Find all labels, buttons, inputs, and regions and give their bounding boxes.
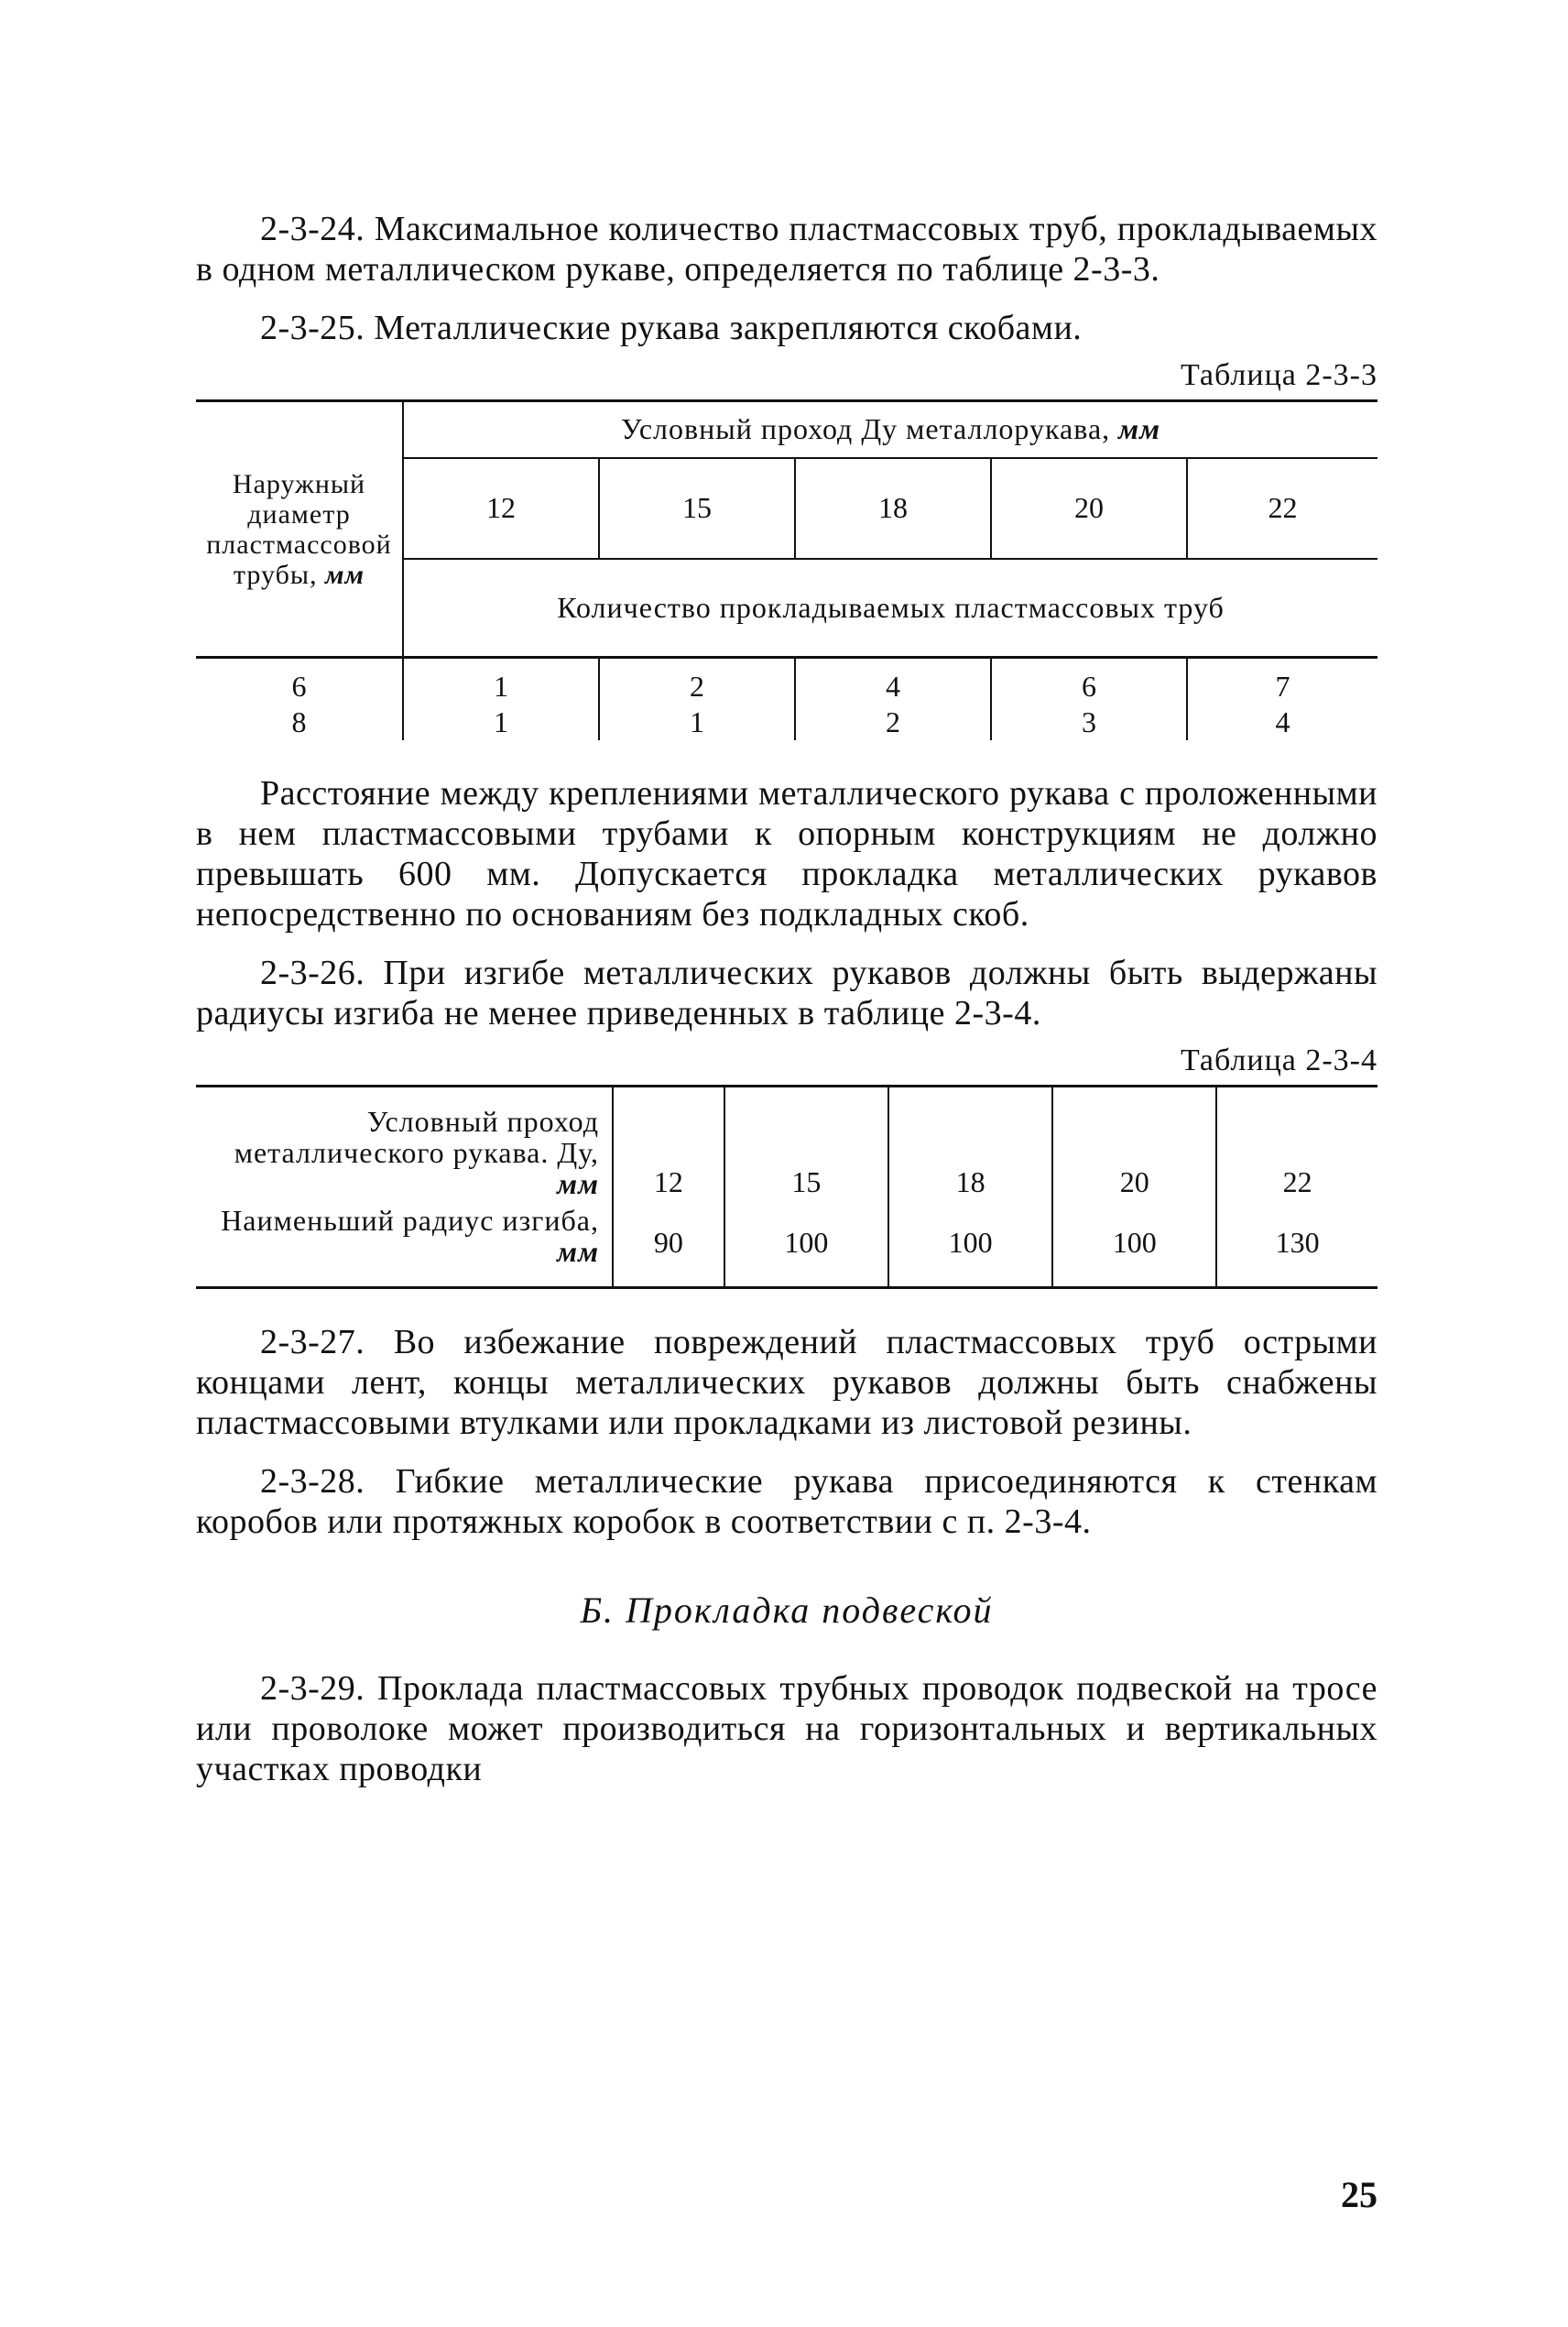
table2-cell: 18 <box>888 1087 1052 1200</box>
table1-group-header-unit: мм <box>1118 412 1160 446</box>
table2-cell: 100 <box>724 1199 888 1287</box>
paragraph-distance: Расстояние между креплениями металлического рукава с проложенными в нем пластмассовыми трубами к опорным конструкциям не должно превышать 600 мм. Допускается прокладка металлических рукавов непосредственно по основаниям без подкладных скоб. <box>196 774 1377 934</box>
table1-col-header: 15 <box>599 458 795 559</box>
table2-row1-unit: мм <box>557 1167 599 1200</box>
table1-row-header-unit: мм <box>325 559 365 590</box>
table1-col-header: 12 <box>403 458 599 559</box>
paragraph-2-3-29: 2-3-29. Проклада пластмассовых трубных проводок подвеской на тросе или проволоке может производиться на горизонтальных и вертикальных участках проводки <box>196 1668 1377 1788</box>
table2-cell: 20 <box>1052 1087 1216 1200</box>
table1-cell: 1 <box>599 704 795 740</box>
page-body <box>196 209 1377 1789</box>
table1-col-header: 22 <box>1187 458 1377 559</box>
table2-row2-text: Наименьший радиус изгиба, <box>221 1204 599 1238</box>
table2-row1-label <box>196 1087 613 1200</box>
section-heading: Б. Прокладка подвеской <box>580 1589 994 1631</box>
table2-row1-text: Условный проход металлического рукава. Ду, <box>234 1105 599 1169</box>
table2-cell: 130 <box>1216 1199 1377 1287</box>
table1-col-header: 18 <box>795 458 991 559</box>
table2-cell: 100 <box>1052 1199 1216 1287</box>
table-caption-2-3-3: Таблица 2-3-3 <box>1180 358 1377 392</box>
table1-cell: 1 <box>403 704 599 740</box>
table1-cell: 4 <box>1275 705 1290 738</box>
table1-cell: 1 <box>403 658 599 705</box>
paragraph-2-3-24: 2-3-24. Максимальное количество пластмассовых труб, прокладываемых в одном металлическом рукаве, определяется по таблице 2-3-3. <box>196 210 1377 289</box>
table1-group-header <box>403 401 1377 458</box>
table1-cell: 7 <box>1275 670 1290 703</box>
page-number: 25 <box>1341 2174 1377 2215</box>
paragraph-2-3-26: 2-3-26. При изгибе металлических рукавов должны быть выдержаны радиусы изгиба не менее приведенных в таблице 2-3-4. <box>196 954 1377 1032</box>
table2-cell: 12 <box>613 1087 724 1200</box>
table1-row-label: 6 <box>196 658 403 705</box>
table2-cell: 90 <box>613 1199 724 1287</box>
table2-cell: 22 <box>1216 1087 1377 1200</box>
table1-row-label: 8 <box>196 704 403 740</box>
table2-cell: 15 <box>724 1087 888 1200</box>
paragraph-2-3-28: 2-3-28. Гибкие металлические рукава присоединяются к стенкам коробов или протяжных коробок в соответствии с п. 2-3-4. <box>196 1461 1377 1541</box>
table1-cell: 2 <box>795 704 991 740</box>
table-2-3-4 <box>196 1085 1377 1289</box>
paragraph-2-3-25: 2-3-25. Металлические рукава закрепляются скобами. <box>260 309 1083 347</box>
table1-cell: 2 <box>599 658 795 705</box>
table1-cell: 6 <box>991 658 1187 705</box>
table1-row-header-text: Наружный диаметр пластмассовой трубы, <box>206 468 392 590</box>
table-2-3-3 <box>196 399 1377 740</box>
table2-row2-unit: мм <box>557 1235 599 1269</box>
table1-col-header: 20 <box>991 458 1187 559</box>
table1-group-header-text: Условный проход Ду металлорукава, <box>621 412 1111 446</box>
table2-cell: 100 <box>888 1199 1052 1287</box>
table1-sub-header: Количество прокладываемых пластмассовых труб <box>403 559 1377 658</box>
paragraph-2-3-27: 2-3-27. Во избежание повреждений пластмассовых труб острыми концами лент, концы металлических рукавов должны быть снабжены пластмассовыми втулками или прокладками из листовой резины. <box>196 1322 1377 1442</box>
table-caption-2-3-4: Таблица 2-3-4 <box>1180 1043 1377 1077</box>
table1-cell: 3 <box>991 704 1187 740</box>
table2-row2-label <box>196 1199 613 1287</box>
table1-row-header <box>196 401 403 658</box>
table1-cell: 4 <box>795 658 991 705</box>
